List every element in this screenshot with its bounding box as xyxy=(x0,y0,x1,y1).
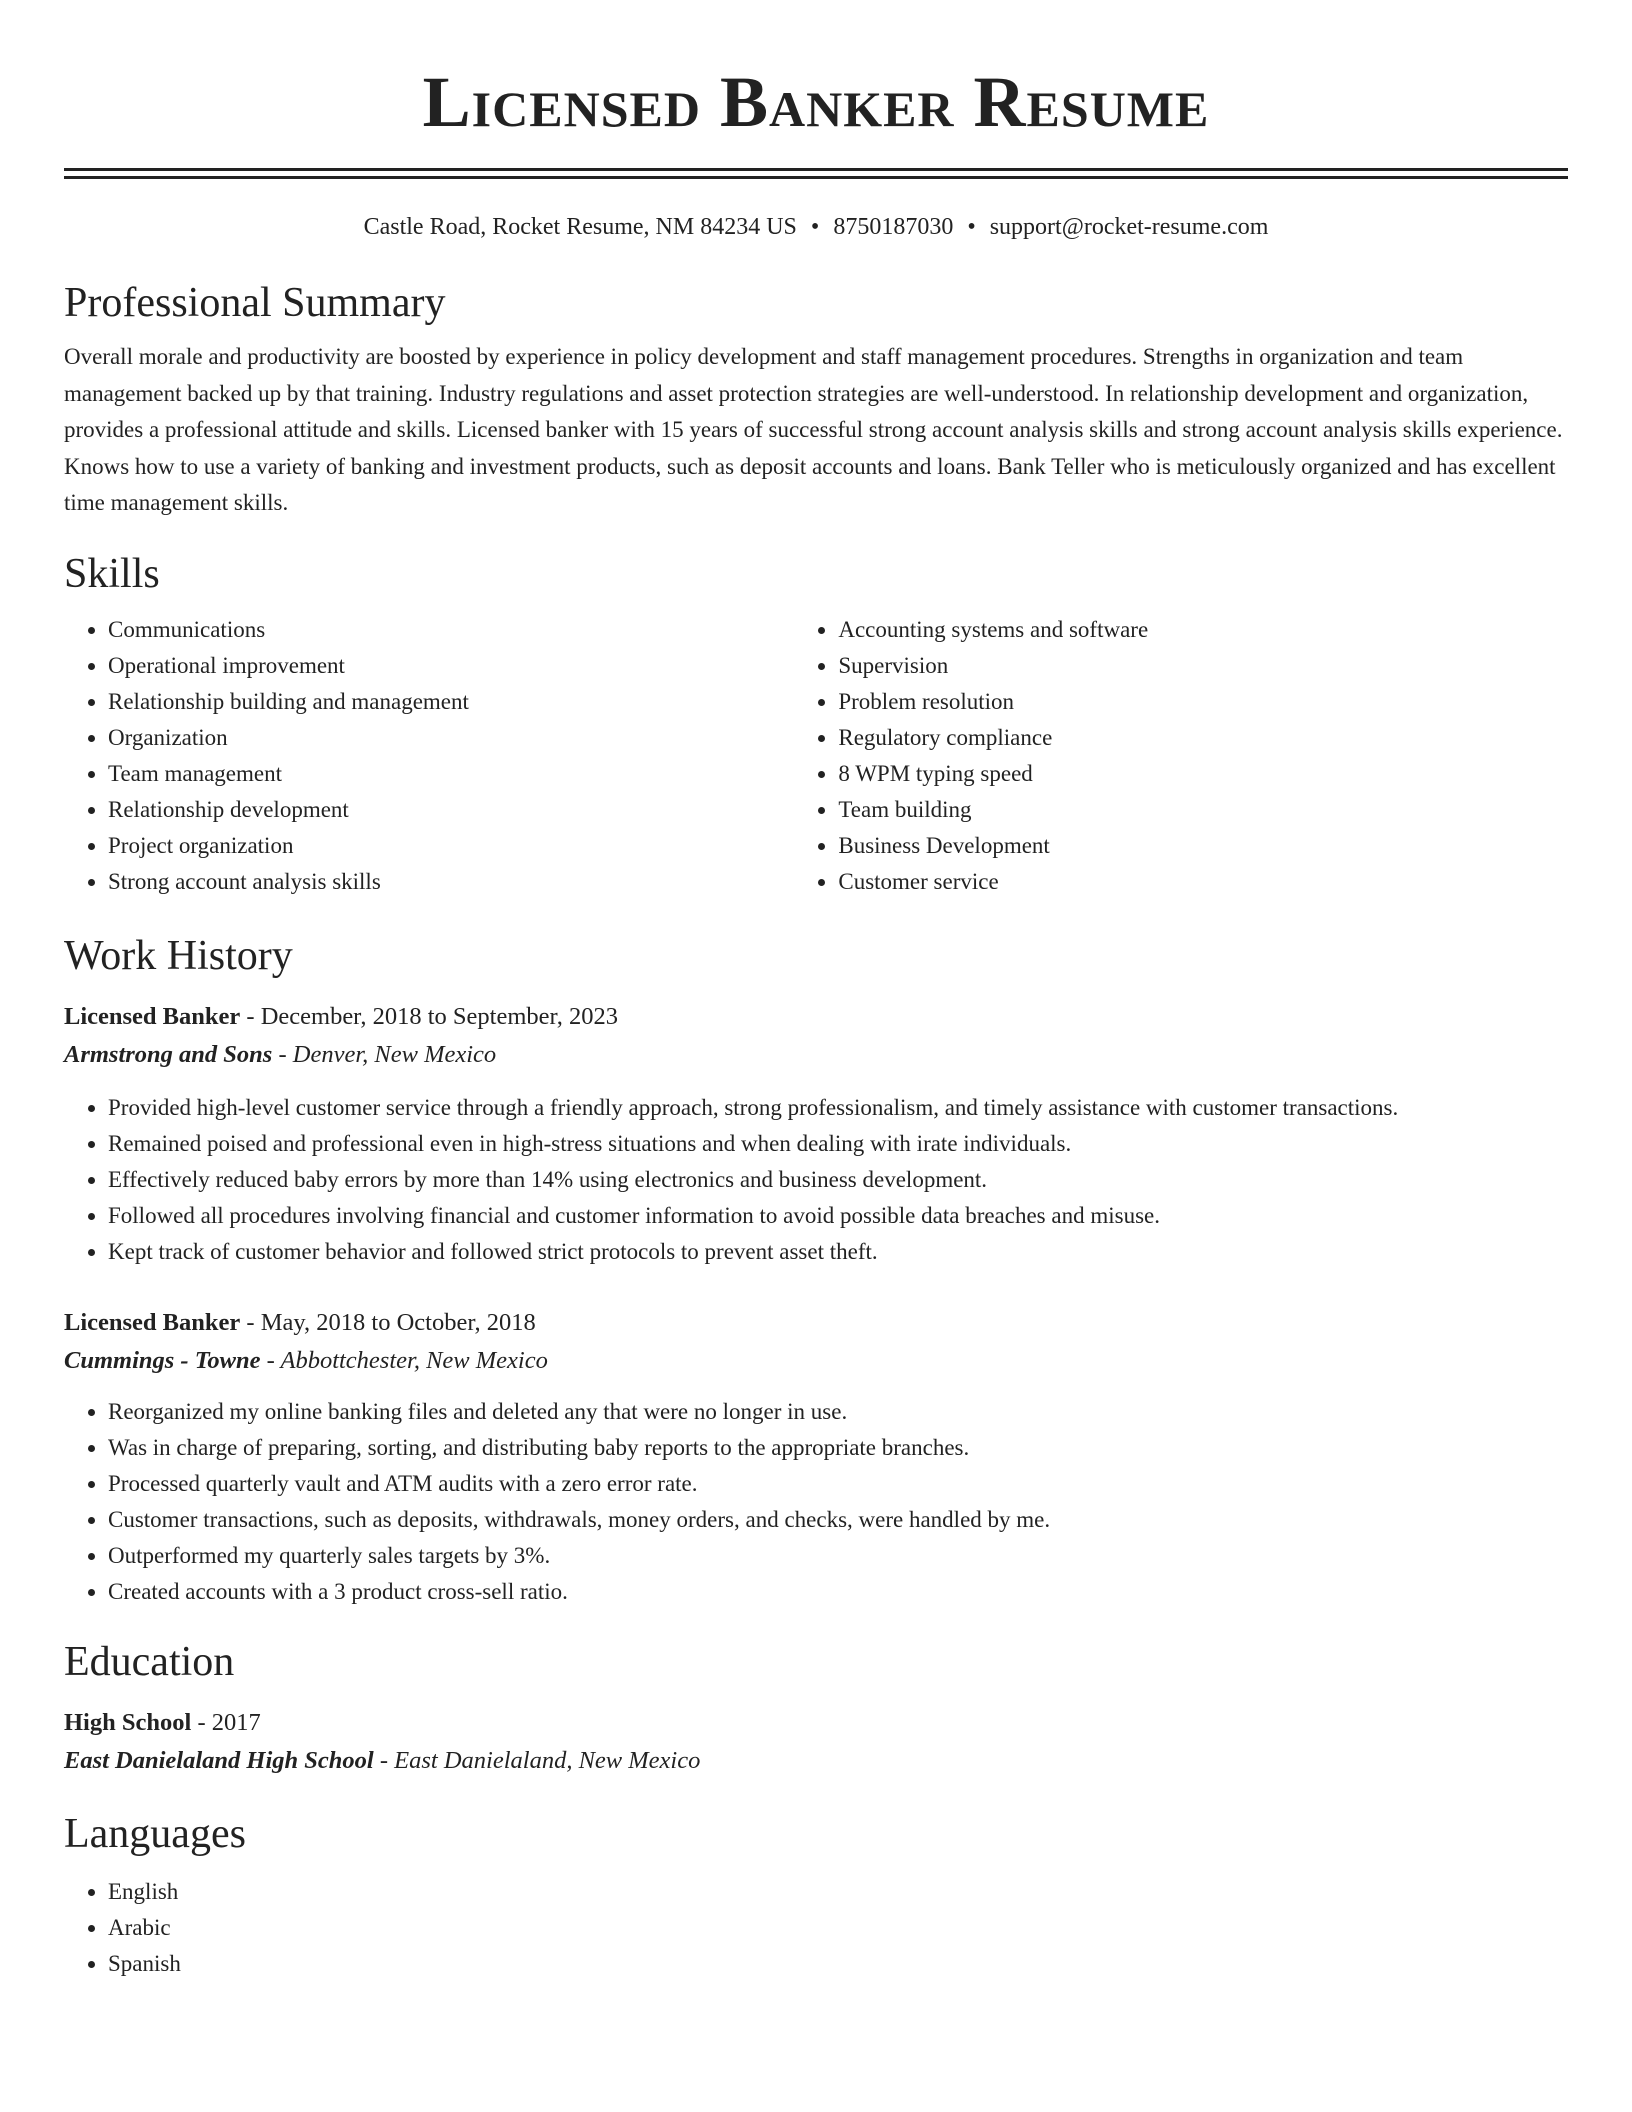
job-bullets xyxy=(64,1090,1568,1270)
list-item: • Outperformed my quarterly sales targets by 3%. xyxy=(108,1538,1568,1574)
job-entry xyxy=(64,998,1568,1270)
education-location: - East Danielaland, New Mexico xyxy=(373,1746,701,1774)
list-item: • Provided high-level customer service through a friendly approach, strong professionalism, and timely assistance with customer transactions. xyxy=(108,1090,1568,1126)
list-item: • English xyxy=(108,1874,1568,1910)
contact-email: support@rocket-resume.com xyxy=(989,214,1269,240)
job-title: Licensed Banker xyxy=(64,1002,241,1030)
education-entry xyxy=(64,1704,1568,1780)
job-dates: - December, 2018 to September, 2023 xyxy=(240,1002,618,1030)
job-company-line xyxy=(64,1342,1568,1380)
summary-heading: Professional Summary xyxy=(64,280,446,326)
job-bullets xyxy=(64,1394,1568,1610)
skills-heading: Skills xyxy=(64,550,160,597)
list-item: • Reorganized my online banking files and deleted any that were no longer in use. xyxy=(108,1394,1568,1430)
education-school-line xyxy=(64,1742,1568,1780)
education-school: East Danielaland High School xyxy=(64,1746,374,1774)
skills-column-left xyxy=(64,612,794,900)
list-item: • Remained poised and professional even in high-stress situations and when dealing with irate individuals. xyxy=(108,1126,1568,1162)
list-item: • Relationship building and management xyxy=(108,684,794,720)
list-item: • Arabic xyxy=(108,1910,1568,1946)
list-item: • Operational improvement xyxy=(108,648,794,684)
work-heading: Work History xyxy=(64,932,293,979)
contact-line xyxy=(64,211,1568,243)
list-item: • Business Development xyxy=(838,828,1568,864)
list-item: • Project organization xyxy=(108,828,794,864)
education-year: - 2017 xyxy=(191,1708,261,1736)
skills-column-right xyxy=(794,612,1568,900)
summary-text: Overall morale and productivity are boosted by experience in policy development and staff management procedures. Strengths in organization and team management backed up by that training. Industry regulations and asset protection strategies are well-understood. In relationship development and organization, provides a professional attitude and skills. Licensed banker with 15 years of successful strong account analysis skills and strong account analysis skills experience. Knows how to use a variety of banking and investment products, such as deposit accounts and loans. Bank Teller who is meticulously organized and has excellent time management skills. xyxy=(64,344,1563,515)
contact-address: Castle Road, Rocket Resume, NM 84234 US xyxy=(363,214,797,240)
job-title-line xyxy=(64,1304,1568,1342)
list-item: • 8 WPM typing speed xyxy=(838,756,1568,792)
list-item: • Team management xyxy=(108,756,794,792)
languages-heading: Languages xyxy=(64,1810,246,1857)
job-location: - Denver, New Mexico xyxy=(272,1040,497,1068)
education-degree: High School xyxy=(64,1708,192,1736)
contact-phone: 8750187030 xyxy=(833,214,954,240)
education-heading: Education xyxy=(64,1638,235,1685)
contact-separator: • xyxy=(810,214,820,240)
contact-separator: • xyxy=(967,214,976,240)
title-rule-thin xyxy=(64,176,1568,179)
job-title: Licensed Banker xyxy=(64,1308,241,1336)
list-item: • Organization xyxy=(108,720,794,756)
list-item: • Relationship development xyxy=(108,792,794,828)
list-item: • Customer transactions, such as deposits, withdrawals, money orders, and checks, were handled by me. xyxy=(108,1502,1568,1538)
list-item: • Supervision xyxy=(838,648,1568,684)
list-item: • Kept track of customer behavior and followed strict protocols to prevent asset theft. xyxy=(108,1234,1568,1270)
list-item: • Team building xyxy=(838,792,1568,828)
list-item: • Strong account analysis skills xyxy=(108,864,794,900)
list-item: • Followed all procedures involving financial and customer information to avoid possible data breaches and misuse. xyxy=(108,1198,1568,1234)
job-dates: - May, 2018 to October, 2018 xyxy=(240,1308,536,1336)
list-item: • Created accounts with a 3 product cross-sell ratio. xyxy=(108,1574,1568,1610)
job-company: Cummings - Towne xyxy=(64,1346,261,1374)
list-item: • Problem resolution xyxy=(838,684,1568,720)
list-item: • Regulatory compliance xyxy=(838,720,1568,756)
skills-list xyxy=(64,612,1568,900)
job-location: - Abbottchester, New Mexico xyxy=(260,1346,548,1374)
title-rule-thick xyxy=(64,168,1568,171)
resume-title: Licensed Banker Resume xyxy=(422,62,1210,142)
list-item: • Spanish xyxy=(108,1946,1568,1982)
list-item: • Was in charge of preparing, sorting, and distributing baby reports to the appropriate branches. xyxy=(108,1430,1568,1466)
job-entry xyxy=(64,1304,1568,1610)
job-company-line xyxy=(64,1036,1568,1074)
education-degree-line xyxy=(64,1704,1568,1742)
job-title-line xyxy=(64,998,1568,1036)
list-item: • Communications xyxy=(108,612,794,648)
job-company: Armstrong and Sons xyxy=(64,1040,273,1068)
list-item: • Customer service xyxy=(838,864,1568,900)
languages-list xyxy=(64,1874,1568,1982)
list-item: • Accounting systems and software xyxy=(838,612,1568,648)
list-item: • Processed quarterly vault and ATM audits with a zero error rate. xyxy=(108,1466,1568,1502)
list-item: • Effectively reduced baby errors by more than 14% using electronics and business development. xyxy=(108,1162,1568,1198)
